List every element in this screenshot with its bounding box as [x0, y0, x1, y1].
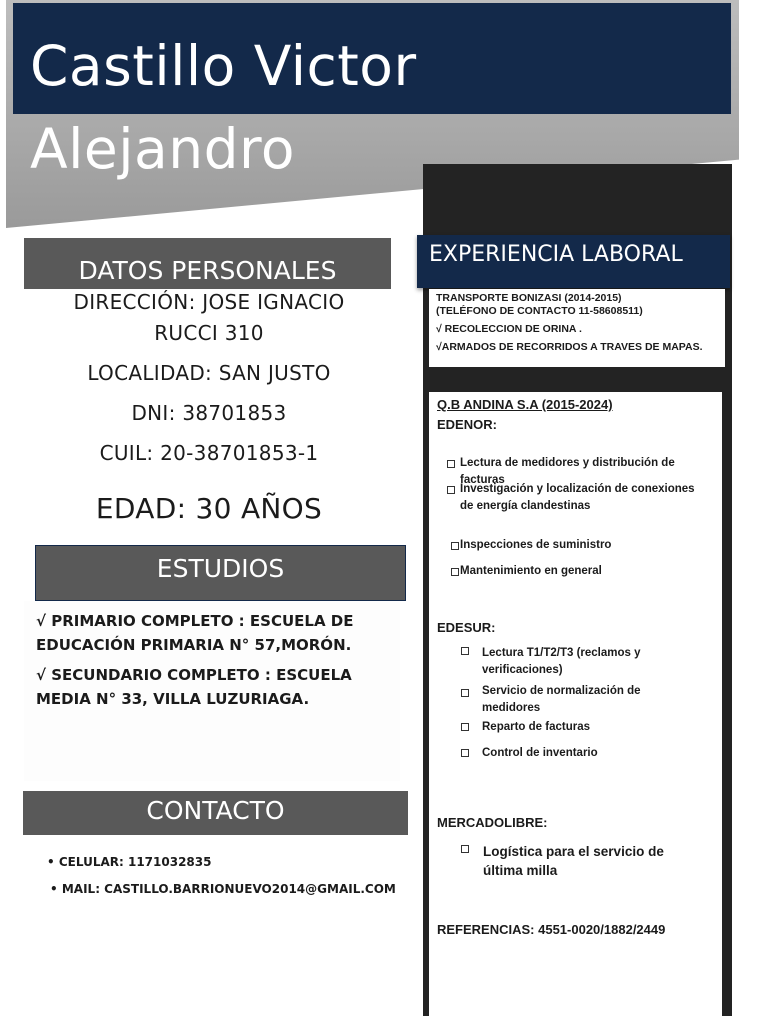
- checkbox-icon: [461, 723, 469, 731]
- datos-personales-title: DATOS PERSONALES: [24, 238, 391, 289]
- mercadolibre-label: MERCADOLIBRE:: [437, 815, 548, 830]
- job-transporte-bonizasi: [429, 289, 725, 367]
- referencias: REFERENCIAS: 4551-0020/1882/2449: [437, 922, 666, 937]
- edenor-label: EDENOR:: [437, 417, 497, 432]
- mercadolibre-item: Logística para el servicio de última milla: [483, 844, 664, 878]
- job-qb-andina: [429, 392, 722, 1024]
- checkbox-icon: [451, 568, 459, 576]
- localidad: LOCALIDAD: SAN JUSTO: [87, 361, 331, 385]
- checkbox-icon: [447, 486, 455, 494]
- name-first-line: Castillo Victor: [30, 34, 417, 98]
- edesur-item: Lectura T1/T2/T3 (reclamos y verificaciones): [482, 647, 641, 676]
- checkbox-icon: [451, 542, 459, 550]
- edenor-item: Inspecciones de suministro: [460, 539, 612, 551]
- edesur-item: Control de inventario: [482, 747, 598, 759]
- edesur-item: Servicio de normalización de medidores: [482, 685, 641, 714]
- estudio-item: √ SECUNDARIO COMPLETO : ESCUELA MEDIA N° 33, VILLA LUZURIAGA.: [36, 666, 352, 708]
- edad: EDAD: 30 AÑOS: [95, 492, 323, 525]
- job1-phone: (TELÉFONO DE CONTACTO 11-58608511): [436, 305, 643, 317]
- contact-celular: • CELULAR: 1171032835: [47, 855, 212, 869]
- contacto-title: CONTACTO: [23, 791, 408, 835]
- estudios-title: ESTUDIOS: [35, 545, 406, 601]
- experience-title: EXPERIENCIA LABORAL: [417, 235, 730, 288]
- edesur-item: Reparto de facturas: [482, 721, 591, 733]
- job2-company: Q.B ANDINA S.A (2015-2024): [437, 397, 613, 412]
- edenor-item: Investigación y localización de conexiones de energía clandestinas: [460, 483, 695, 512]
- checkbox-icon: [461, 647, 469, 655]
- estudio-item: √ PRIMARIO COMPLETO : ESCUELA DE EDUCACIÓN PRIMARIA N° 57,MORÓN.: [36, 612, 354, 654]
- name-second-line: Alejandro: [30, 117, 296, 181]
- edesur-label: EDESUR:: [437, 620, 496, 635]
- job1-item: √ RECOLECCION DE ORINA .: [436, 323, 582, 335]
- contact-mail: • MAIL: CASTILLO.BARRIONUEVO2014@GMAIL.COM: [50, 882, 396, 896]
- direccion-line-1: DIRECCIÓN: JOSE IGNACIO: [73, 290, 345, 314]
- dni: DNI: 38701853: [131, 401, 287, 425]
- job1-company: TRANSPORTE BONIZASI (2014-2015): [436, 292, 622, 304]
- checkbox-icon: [447, 460, 455, 468]
- checkbox-icon: [461, 689, 469, 697]
- job1-item: √ARMADOS DE RECORRIDOS A TRAVES DE MAPAS.: [436, 341, 703, 353]
- checkbox-icon: [461, 845, 469, 853]
- cuil: CUIL: 20-38701853-1: [99, 441, 319, 465]
- edenor-item: Mantenimiento en general: [460, 565, 602, 577]
- edenor-item: Lectura de medidores y distribución de facturas: [460, 457, 675, 486]
- direccion-line-2: RUCCI 310: [154, 321, 264, 345]
- checkbox-icon: [461, 749, 469, 757]
